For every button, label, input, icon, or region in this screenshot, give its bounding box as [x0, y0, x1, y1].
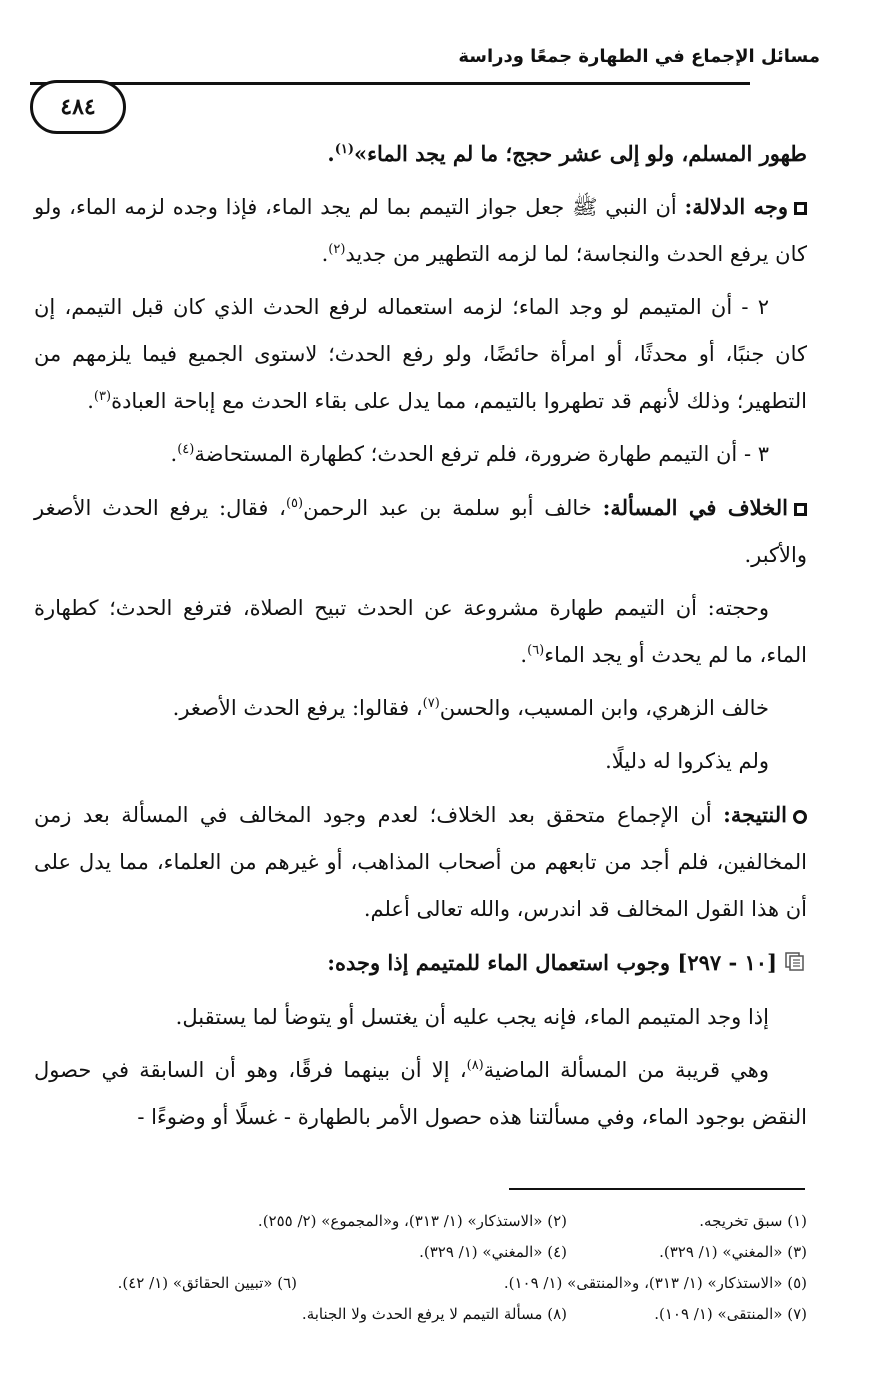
section-label: النتيجة: [723, 802, 787, 827]
text: ، فقالوا: يرفع الحدث الأصغر. [172, 696, 423, 720]
text: أن الإجماع متحقق بعد الخلاف؛ لعدم وجود المخالف في المسألة بعد زمن المخالفين، فلم أجد من تابعهم من أصحاب المذاهب، أو غيرهم من العلماء، مما يدل على أن هذا القول المخالف قد اندرس، والله تعالى أعلم. [34, 803, 807, 921]
text: . [321, 242, 329, 266]
text: ، فقال: يرفع الحدث الأصغر والأكبر. [34, 496, 807, 567]
paragraph-point-3 [34, 431, 807, 478]
paragraph-no-evidence [34, 738, 807, 785]
paragraph-other-opponents [34, 685, 807, 732]
footnote: (١) سبق تخريجه. [699, 1212, 807, 1230]
paragraph-evidence [34, 183, 807, 278]
footnote: (٥) «الاستذكار» (١/ ٣١٣)، و«المنتقى» (١/ ١٠٩). [503, 1274, 807, 1292]
footnote-ref: (٦) [527, 643, 545, 658]
text: ٢ - أن المتيمم لو وجد الماء؛ لزمه استعماله لرفع الحدث الذي كان قبل التيمم، إن كان جنبًا، أو محدثًا، أو امرأة حائضًا، ولو رفع الحدث؛ لاستوى الجميع فيما يلزمهم من التطهير؛ وذلك لأنهم قد تطهروا بالتيمم، مما يدل على بقاء الحدث مع إباحة العبادة [34, 295, 807, 413]
footnote-ref: (٢) [328, 242, 346, 257]
footnote-ref: (٧) [422, 696, 440, 711]
header-rule [30, 82, 750, 85]
footnote-ref: (٣) [93, 389, 112, 404]
running-title: مسائل الإجماع في الطهارة جمعًا ودراسة [458, 46, 820, 67]
paragraph-hadith-end [34, 130, 807, 177]
footnote-ref: (٥) [285, 496, 304, 511]
section-label: وجه الدلالة: [684, 194, 788, 219]
text: ، إلا أن بينهما فرقًا، وهو أن السابقة في حصول النقض بوجود الماء، وفي مسألتنا هذه حصول الأمر بالطهارة - غسلًا أو وضوءًا - [34, 1058, 807, 1129]
page-number: ٤٨٤ [30, 80, 126, 134]
text: . [327, 141, 335, 166]
footnote: (٧) «المنتقى» (١/ ١٠٩). [654, 1305, 807, 1323]
paragraph-comparison [34, 1047, 807, 1141]
footnote: (٤) «المغني» (١/ ٣٢٩). [419, 1243, 567, 1261]
text: ٣ - أن التيمم طهارة ضرورة، فلم ترفع الحدث؛ كطهارة المستحاضة [194, 442, 769, 466]
text: . [520, 643, 528, 667]
paragraph-point-2 [34, 284, 807, 425]
text: إذا وجد المتيمم الماء، فإنه يجب عليه أن يغتسل أو يتوضأ لما يستقبل. [175, 1005, 769, 1029]
footnote: (٦) «تبيين الحقائق» (١/ ٤٢). [117, 1274, 297, 1292]
square-bullet-icon [794, 202, 807, 215]
section-label: الخلاف في المسألة: [602, 495, 788, 520]
text: خالف أبو سلمة بن عبد الرحمن [303, 496, 592, 520]
section-heading [34, 939, 807, 988]
footnote-row [34, 1237, 807, 1268]
text: خالف الزهري، وابن المسيب، والحسن [439, 696, 769, 720]
text: ولم يذكروا له دليلًا. [605, 749, 769, 773]
footnote-row [34, 1268, 807, 1299]
page-body [34, 130, 807, 1147]
footnote: (٨) مسألة التيمم لا يرفع الحدث ولا الجنابة. [301, 1305, 567, 1323]
footnote-separator [509, 1188, 805, 1190]
footnote-row [34, 1299, 807, 1330]
text: . [170, 442, 178, 466]
paragraph-rule [34, 994, 807, 1041]
footnote-ref: (٤) [177, 442, 195, 457]
documents-icon [785, 941, 807, 988]
text: طهور المسلم، ولو إلى عشر حجج؛ ما لم يجد الماء» [354, 141, 807, 166]
text: وهي قريبة من المسألة الماضية [483, 1058, 769, 1082]
paragraph-result [34, 791, 807, 933]
footnotes [34, 1206, 807, 1330]
square-bullet-icon [794, 503, 807, 516]
footnote-ref: (٨) [466, 1058, 484, 1073]
page-header [30, 40, 820, 120]
paragraph-argument [34, 585, 807, 679]
circle-bullet-icon [793, 810, 807, 824]
text: . [87, 389, 94, 413]
heading-text: [١٠ - ٢٩٧] وجوب استعمال الماء للمتيمم إذا وجده: [327, 950, 777, 975]
footnote: (٣) «المغني» (١/ ٣٢٩). [659, 1243, 807, 1261]
footnote-ref: (١) [334, 142, 355, 157]
text: أن النبي ﷺ جعل جواز التيمم بما لم يجد الماء، فإذا وجده لزمه الماء، ولو كان يرفع الحدث والنجاسة؛ لما لزمه التطهير من جديد [34, 195, 807, 266]
footnote-row [34, 1206, 807, 1237]
paragraph-disagreement [34, 484, 807, 579]
footnote: (٢) «الاستذكار» (١/ ٣١٣)، و«المجموع» (٢/ ٢٥٥). [257, 1212, 567, 1230]
text: وحجته: أن التيمم طهارة مشروعة عن الحدث تبيح الصلاة، فترفع الحدث؛ كطهارة الماء، ما لم يحدث أو يجد الماء [34, 596, 807, 667]
